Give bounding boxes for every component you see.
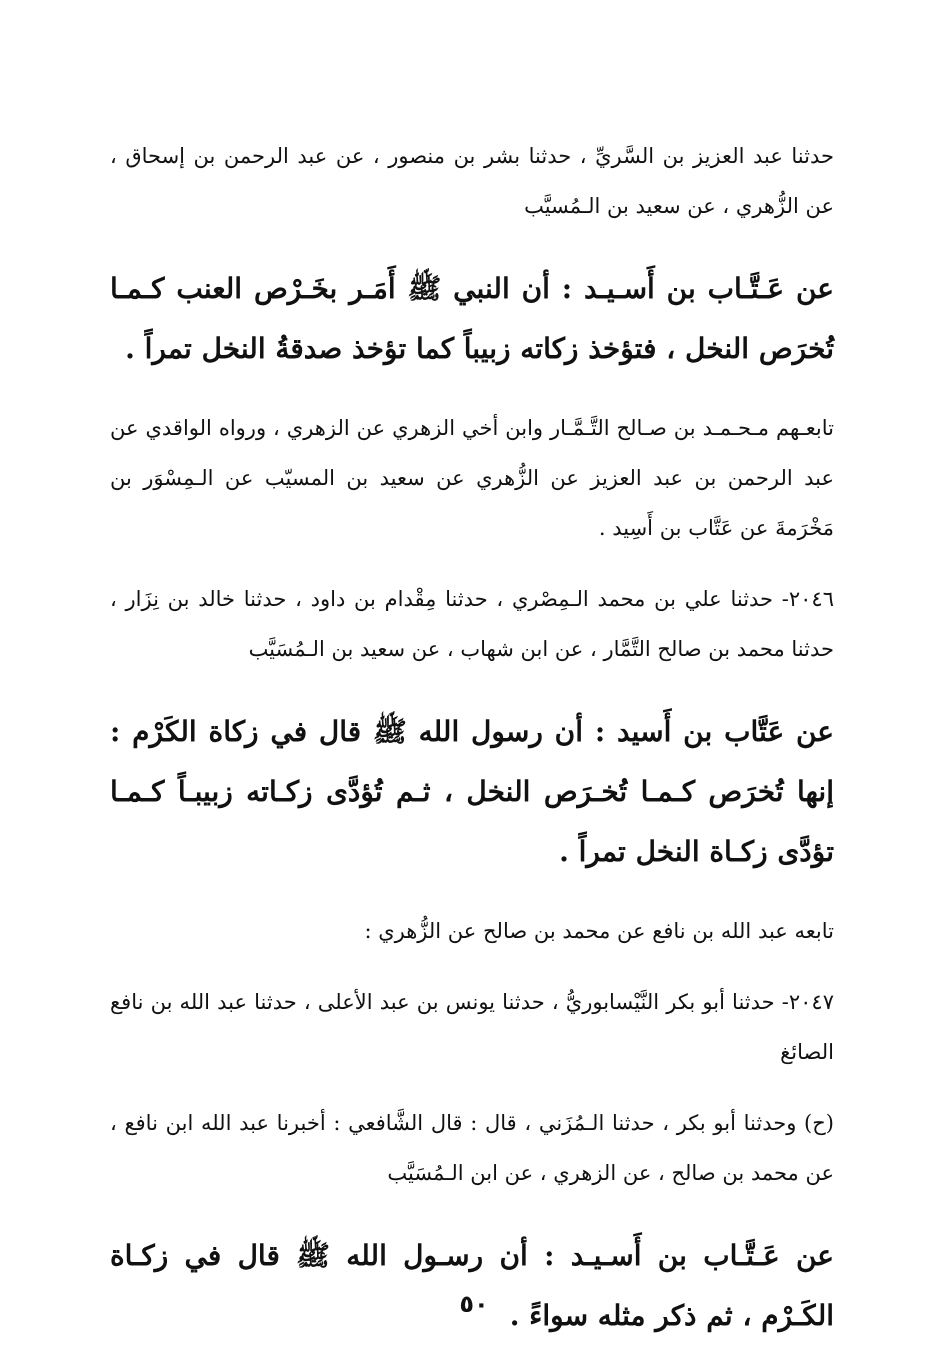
- hadith-text-3: عن عَـتَّـاب بن أَسـيـد : أن رسـول الله ﷺ قال في زكـاة الكَـرْم ، ثم ذكر مثله سواءً .: [110, 1239, 834, 1332]
- commentary-paragraph-2: تابعه عبد الله بن نافع عن محمد بن صالح عن الزُّهري :: [364, 919, 834, 943]
- page-body: [110, 110, 834, 1370]
- isnad-paragraph-1: حدثنا عبد العزيز بن السَّريِّ ، حدثنا بشر بن منصور ، عن عبد الرحمن بن إسحاق ، عن الزُّهري ، عن سعيد بن الـمُسيَّب: [110, 144, 834, 218]
- isnad-paragraph-ha: (ح) وحدثنا أبو بكر ، حدثنا الـمُزَني ، قال : قال الشَّافعي : أخبرنا عبد الله ابن نافع ، عن محمد بن صالح ، عن الزهري ، عن ابن الـمُسَيَّب: [110, 1111, 834, 1185]
- isnad-paragraph-2047: ٢٠٤٧- حدثنا أبو بكر النَّيْسابوريُّ ، حدثنا يونس بن عبد الأعلى ، حدثنا عبد الله بن نافع الصائغ: [110, 990, 834, 1064]
- hadith-text-1: عن عَـتَّـاب بن أَسـيـد : أن النبي ﷺ أَمَـر بخَـرْص العنب كـمـا تُخرَص النخل ، فتؤخذ زكاته زبيباً كما تؤخذ صدقةُ النخل تمراً .: [110, 272, 834, 365]
- hadith-text-2: عن عَتَّاب بن أَسيد : أن رسول الله ﷺ قال في زكاة الكَرْم : إنها تُخرَص كـمـا تُخـرَص النخل ، ثـم تُؤدَّى زكـاته زبيبـاً كـمـا تؤدَّى زكـاة النخل تمراً .: [110, 715, 834, 868]
- isnad-paragraph-2046: ٢٠٤٦- حدثنا علي بن محمد الـمِصْري ، حدثنا مِقْدام بن داود ، حدثنا خالد بن نِزَار ، حدثنا محمد بن صالح التَّمَّار ، عن ابن شهاب ، عن سعيد بن الـمُسَيَّب: [110, 587, 834, 661]
- page-number: ٥٠: [459, 1290, 489, 1318]
- commentary-paragraph-1: تابعـهم مـحـمـد بن صـالح التَّـمَّـار وابن أخي الزهري عن الزهري ، ورواه الواقدي عن عبد الرحمن بن عبد العزيز عن الزُّهري عن سعيد بن المسيّب عن الـمِسْوَر بن مَخْرَمةَ عن عَتَّاب بن أَسِيد .: [110, 416, 834, 540]
